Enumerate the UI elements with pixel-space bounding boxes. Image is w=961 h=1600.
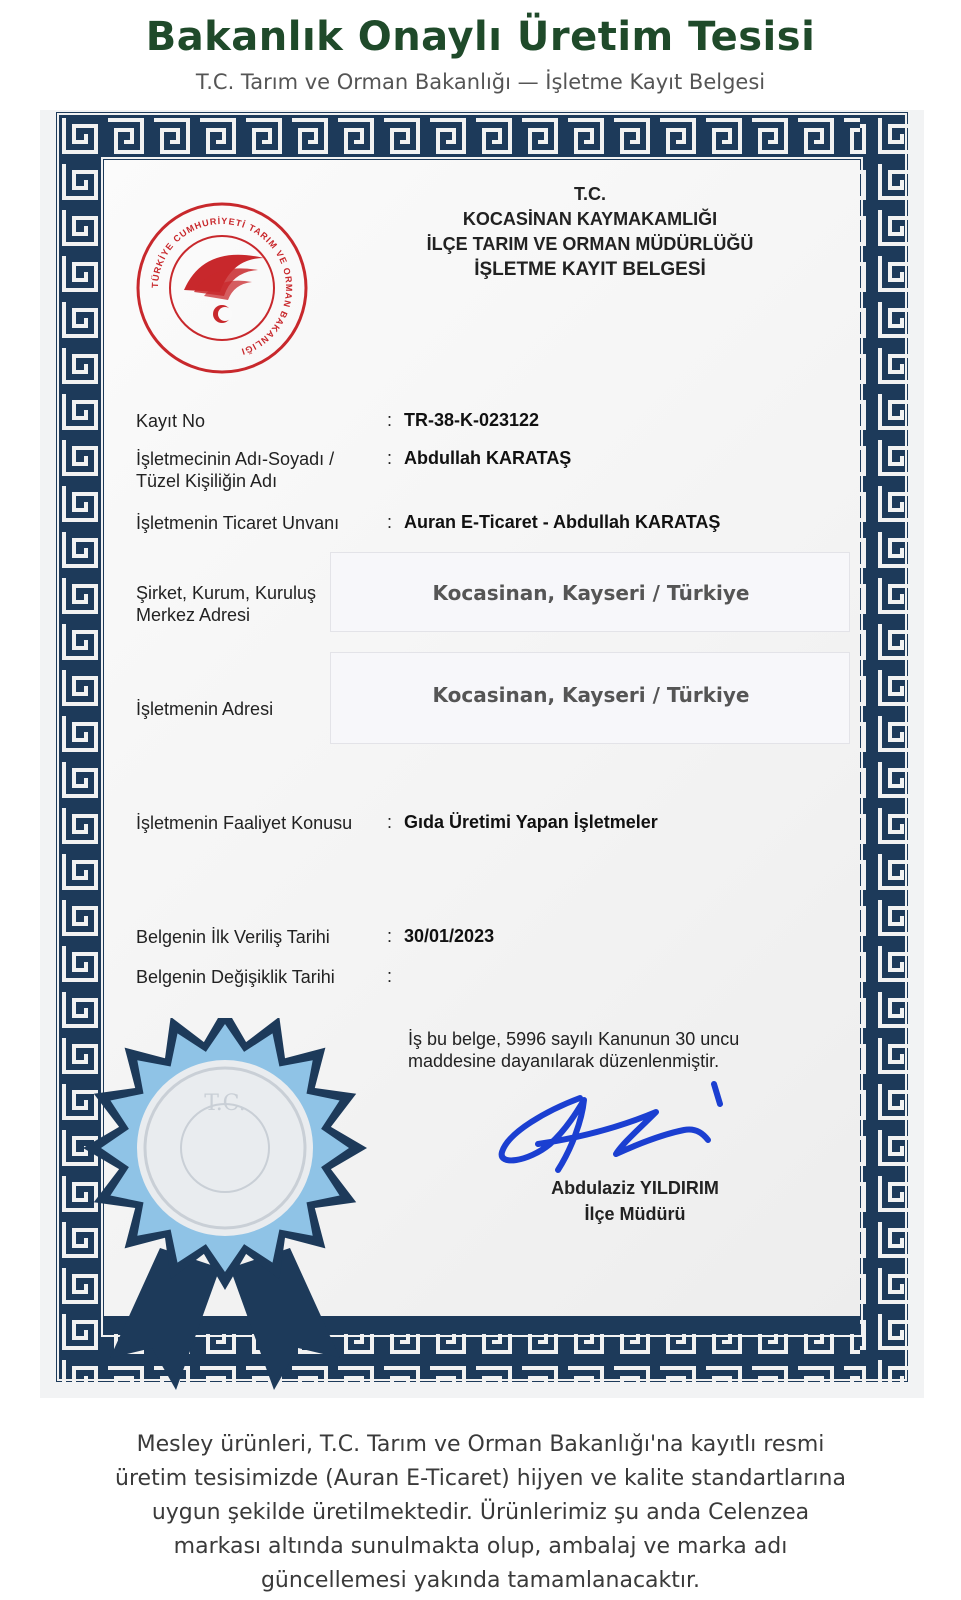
faaliyet-label: İşletmenin Faaliyet Konusu	[136, 813, 353, 833]
colon: :	[387, 966, 393, 986]
isletmeci-label-line-1: İşletmecinin Adı-Soyadı /	[136, 449, 335, 469]
signature-icon	[488, 1070, 748, 1180]
kayit-no-label: Kayıt No	[136, 411, 206, 431]
kayit-no-value: TR-38-K-023122	[404, 410, 540, 430]
legal-note	[408, 1028, 768, 1072]
doc-heading-line-4: İŞLETME KAYIT BELGESİ	[474, 259, 706, 280]
seal-ring-text: TÜRKİYE CUMHURİYETİ TARIM VE ORMAN BAKANLIĞI	[149, 215, 295, 357]
merkez-label-line-1: Şirket, Kurum, Kuruluş	[136, 583, 317, 603]
ilk-tarih-value: 30/01/2023	[404, 926, 495, 946]
colon: :	[387, 812, 393, 832]
doc-heading-line-1: T.C.	[573, 184, 606, 204]
merkez-adres-value: Kocasinan, Kayseri / Türkiye	[432, 581, 750, 605]
merkez-adres-box	[330, 552, 850, 632]
isletme-adres-box	[330, 652, 850, 744]
signer-title: İlçe Müdürü	[584, 1204, 686, 1224]
legal-note-line-1: İş bu belge, 5996 sayılı Kanunun 30 uncu	[408, 1029, 740, 1049]
colon: :	[387, 512, 393, 532]
unvan-value: Auran E-Ticaret - Abdullah KARATAŞ	[404, 512, 721, 532]
doc-heading-line-3: İLÇE TARIM VE ORMAN MÜDÜRLÜĞÜ	[426, 234, 754, 254]
caption-text: Mesley ürünleri, T.C. Tarım ve Orman Bakanlığı'na kayıtlı resmi üretim tesisimizde (Auran E-Ticaret) hijyen ve kalite standartlarına uygun şekilde üretilmektedir. Ürünlerimiz şu anda Celenzea markası altında sunulmakta olup, ambalaj ve marka adı güncellemesi yakında tamamlanacaktır.	[115, 1432, 846, 1593]
isletme-adres-value: Kocasinan, Kayseri / Türkiye	[432, 683, 750, 707]
colon: :	[387, 410, 393, 430]
ilk-tarih-label: Belgenin İlk Veriliş Tarihi	[136, 927, 330, 947]
colon: :	[387, 448, 393, 468]
page-subtitle: T.C. Tarım ve Orman Bakanlığı — İşletme Kayıt Belgesi	[195, 70, 766, 94]
isletmeci-value: Abdullah KARATAŞ	[404, 448, 572, 468]
merkez-label-line-2: Merkez Adresi	[136, 605, 251, 625]
faaliyet-value: Gıda Üretimi Yapan İşletmeler	[404, 812, 658, 832]
unvan-label: İşletmenin Ticaret Unvanı	[136, 513, 340, 533]
rosette-seal-icon	[80, 1018, 370, 1398]
doc-heading-line-2: KOCASİNAN KAYMAKAMLIĞI	[462, 209, 718, 229]
degisiklik-tarih-label: Belgenin Değişiklik Tarihi	[136, 967, 335, 987]
colon: :	[387, 926, 393, 946]
isletmeci-label-line-2: Tüzel Kişiliğin Adı	[136, 471, 278, 491]
svg-text:T.C.: T.C.	[204, 1091, 246, 1116]
signer-name: Abdulaziz YILDIRIM	[551, 1178, 719, 1198]
adres-label: İşletmenin Adresi	[136, 699, 274, 719]
legal-note-line-2: maddesine dayanılarak düzenlenmiştir.	[408, 1051, 720, 1071]
page-title: Bakanlık Onaylı Üretim Tesisi	[145, 14, 816, 60]
ministry-seal-icon	[134, 200, 310, 376]
